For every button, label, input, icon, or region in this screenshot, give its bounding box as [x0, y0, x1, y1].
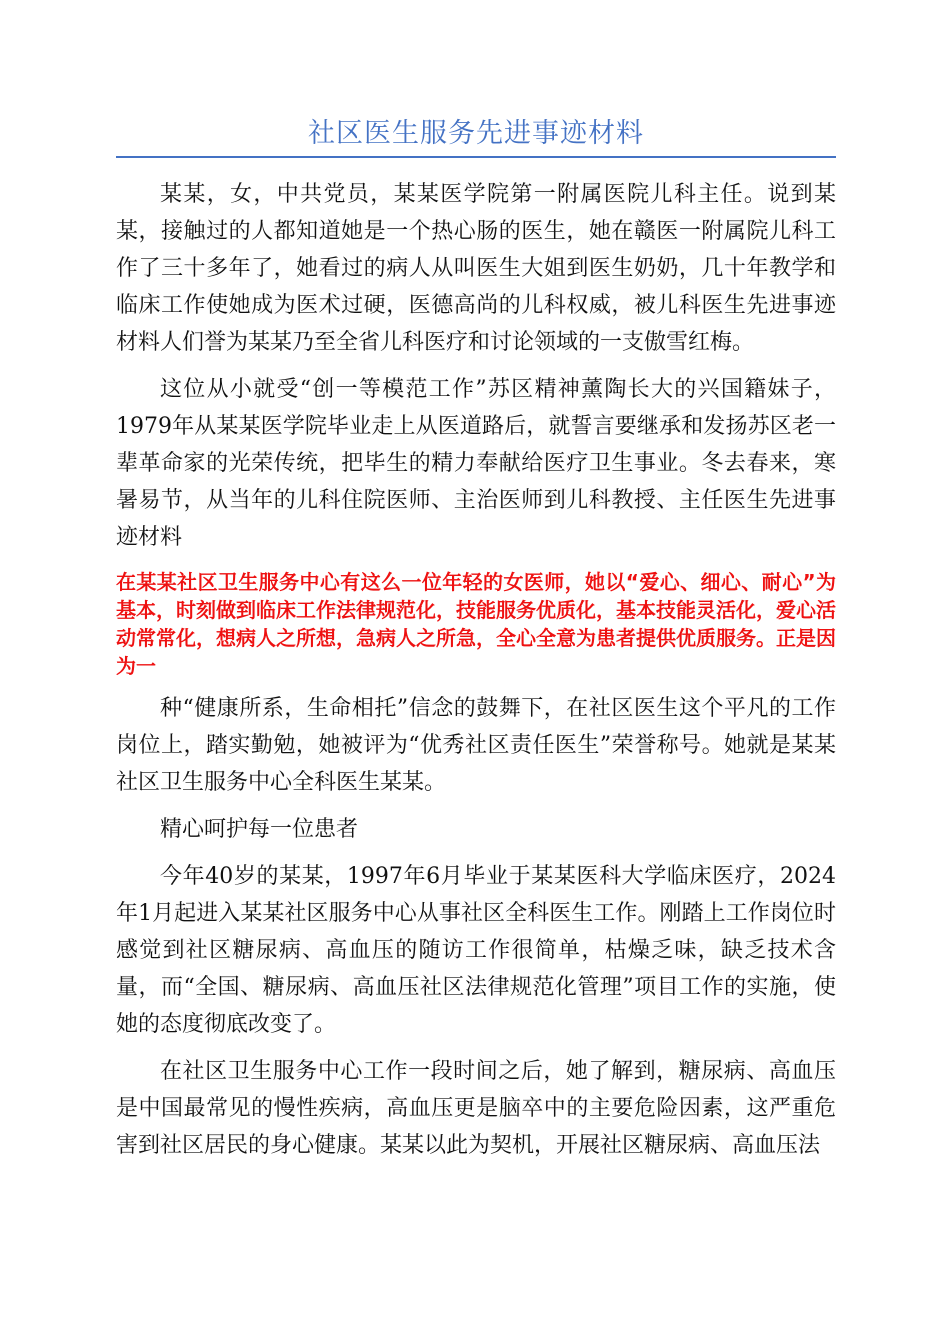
paragraph-background: 这位从小就受“创一等模范工作”苏区精神薰陶长大的兴国籍妹子，1979年从某某医学院毕业走上从医道路后，就誓言要继承和发扬苏区老一辈革命家的光荣传统，把毕生的精力奉献给医疗卫生事业。冬去春来，寒暑易节，从当年的儿科住院医师、主治医师到儿科教授、主任医生先进事迹材料: [116, 377, 836, 550]
paragraph-career: 今年40岁的某某，1997年6月毕业于某某医科大学临床医疗，2024年1月起进入某某社区服务中心从事社区全科医生工作。刚踏上工作岗位时感觉到社区糖尿病、高血压的随访工作很简单，枯燥乏味，缺乏技术含量，而“全国、糖尿病、高血压社区法律规范化管理”项目工作的实施，使她的态度彻底改变了。: [116, 864, 836, 1037]
title-block: [116, 112, 836, 158]
highlighted-paragraph: 在某某社区卫生服务中心有这么一位年轻的女医师，她以“爱心、细心、耐心”为基本，时刻做到临床工作法律规范化，技能服务优质化，基本技能灵活化，爱心活动常常化，想病人之所想，急病人之所急，全心全意为患者提供优质服务。正是因为一: [116, 570, 836, 678]
paragraph-disease: 在社区卫生服务中心工作一段时间之后，她了解到，糖尿病、高血压是中国最常见的慢性疾病，高血压更是脑卒中的主要危险因素，这严重危害到社区居民的身心健康。某某以此为契机，开展社区糖尿病、高血压法: [116, 1059, 836, 1158]
document-body: [116, 176, 836, 1164]
paragraph-honor: 种“健康所系，生命相托”信念的鼓舞下，在社区医生这个平凡的工作岗位上，踏实勤勉，她被评为“优秀社区责任医生”荣誉称号。她就是某某社区卫生服务中心全科医生某某。: [116, 696, 836, 795]
document-title: 社区医生服务先进事迹材料: [308, 118, 644, 149]
paragraph-intro: 某某，女，中共党员，某某医学院第一附属医院儿科主任。说到某某，接触过的人都知道她是一个热心肠的医生，她在赣医一附属院儿科工作了三十多年了，她看过的病人从叫医生大姐到医生奶奶，几十年教学和临床工作使她成为医术过硬，医德高尚的儿科权威，被儿科医生先进事迹材料人们誉为某某乃至全省儿科医疗和讨论领域的一支傲雪红梅。: [116, 182, 836, 355]
section-heading: 精心呵护每一位患者: [160, 817, 359, 842]
